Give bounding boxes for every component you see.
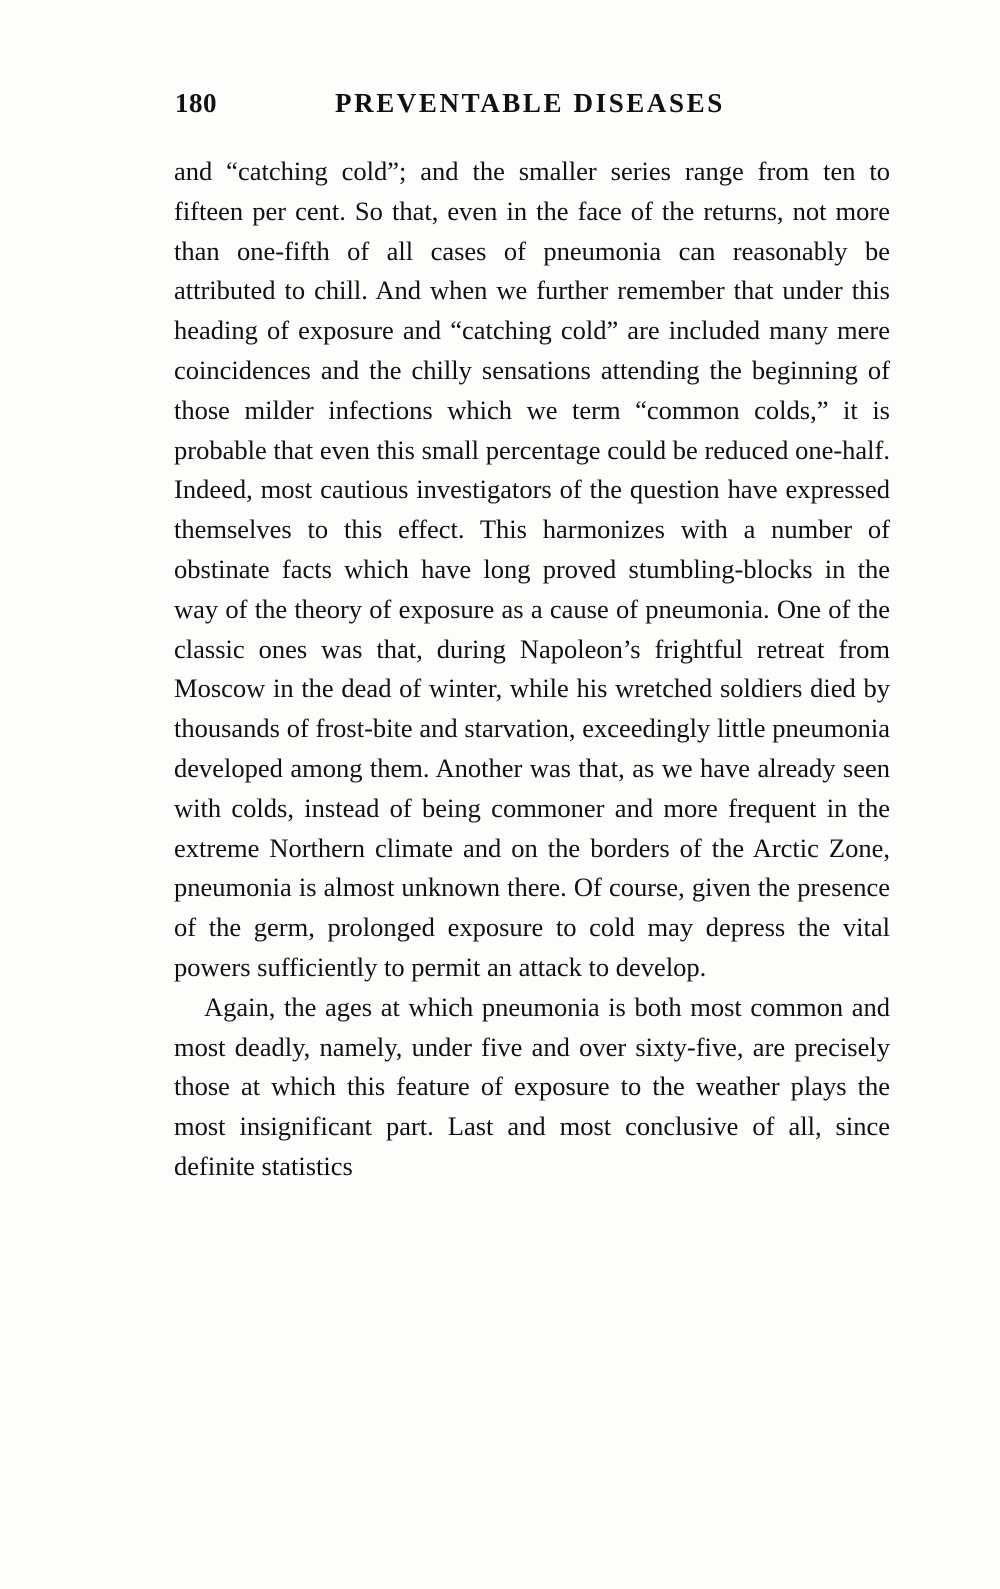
paragraph: Again, the ages at which pneumonia is both most common and most deadly, namely, under five and over sixty-five, are precisely those at which this feature of exposure to the weather plays the most insignificant part. Last and most conclusive of all, since definite statistics bbox=[174, 991, 890, 1181]
paragraph: and “catching cold”; and the smaller series range from ten to fifteen per cent. So that, even in the face of the returns, not more than one-fifth of all cases of pneumonia can reasonably be attributed to chill. And when we further remember that under this heading of exposure and “catching cold” are included many mere coincidences and the chilly sensations attending the beginning of those milder infections which we term “common colds,” it is probable that even this small percentage could be reduced one-half. Indeed, most cautious investigators of the question have expressed themselves to this effect. This harmonizes with a number of obstinate facts which have long proved stumbling-blocks in the way of the theory of exposure as a cause of pneumonia. One of the classic ones was that, during Napoleon’s frightful retreat from Moscow in the dead of winter, while his wretched soldiers died by thousands of frost-bite and starvation, exceedingly little pneumonia developed among them. Another was that, as we have already seen with colds, instead of being commoner and more frequent in the extreme Northern climate and on the borders of the Arctic Zone, pneumonia is almost unknown there. Of course, given the presence of the germ, prolonged exposure to cold may depress the vital powers sufficiently to permit an attack to develop. bbox=[174, 156, 890, 982]
body-text bbox=[174, 152, 890, 1187]
running-title: PREVENTABLE DISEASES bbox=[335, 88, 725, 118]
page-number: 180 bbox=[175, 88, 217, 118]
page-header bbox=[175, 88, 900, 122]
